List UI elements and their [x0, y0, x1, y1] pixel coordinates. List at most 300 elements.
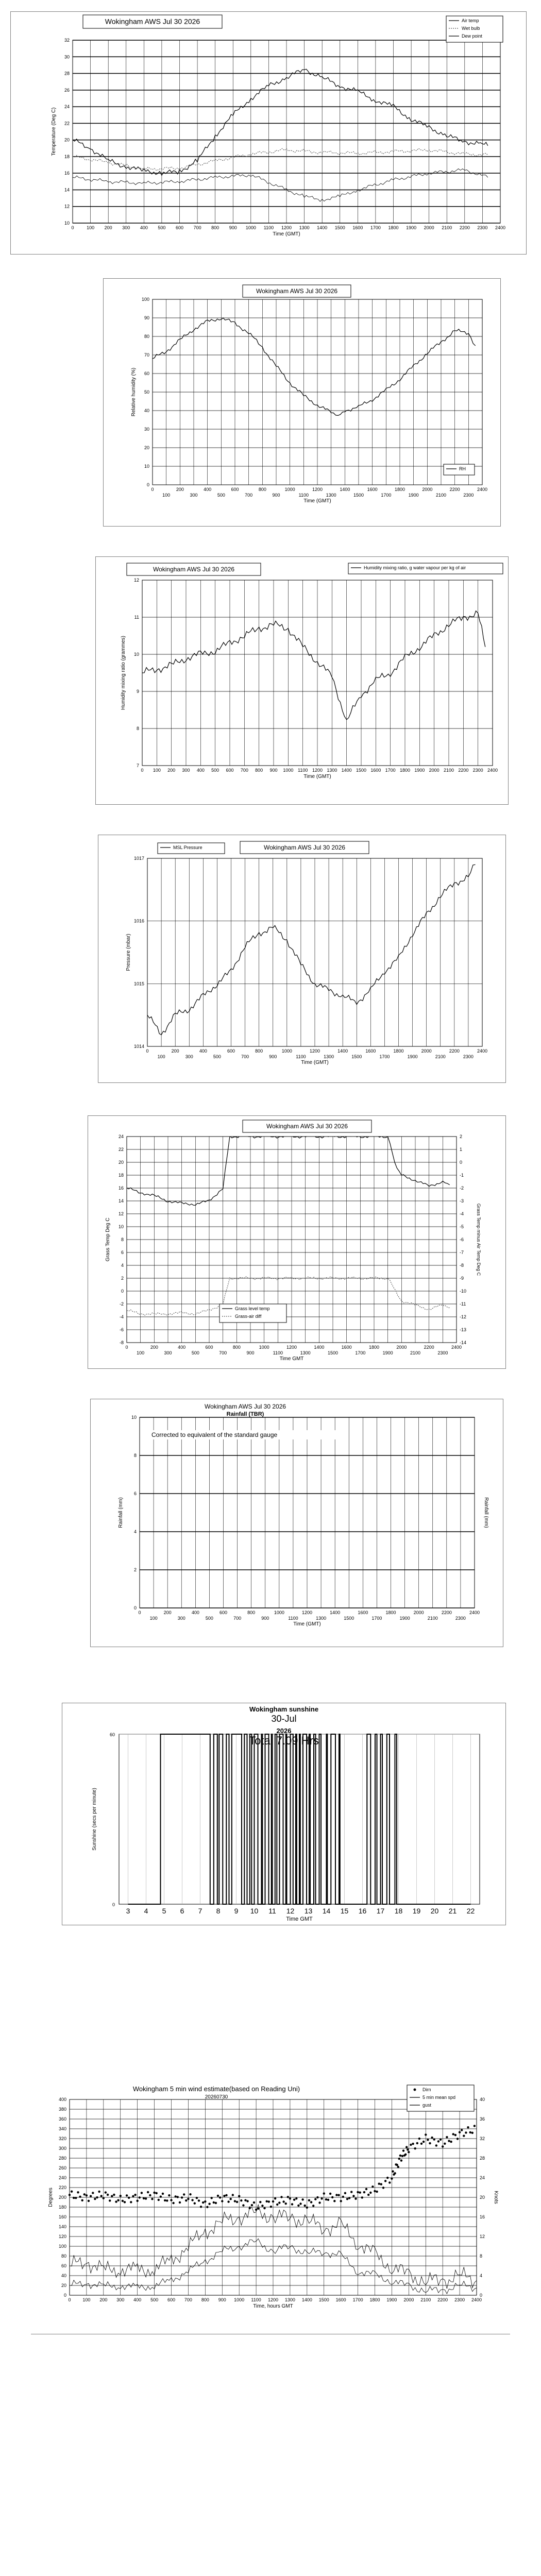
x-tick-label: 500	[191, 1350, 199, 1355]
wind-direction-point	[73, 2197, 75, 2199]
wind-direction-point	[189, 2193, 191, 2195]
y-tick-label: 10	[64, 221, 70, 226]
x-tick-label: 1600	[367, 487, 378, 492]
x-tick-label: 2300	[472, 768, 483, 773]
x-axis-title: Time (GMT)	[293, 1621, 321, 1627]
x-tick-label: 600	[175, 225, 184, 230]
wind-direction-point	[115, 2200, 117, 2202]
x-tick-label: 2400	[469, 1610, 480, 1615]
wind-direction-point	[342, 2196, 344, 2198]
wind-direction-point	[111, 2195, 113, 2197]
y-tick-label: 32	[64, 38, 70, 43]
wind-direction-point	[268, 2200, 270, 2202]
x-tick-label: 800	[255, 1048, 263, 1054]
wind-direction-point	[308, 2199, 310, 2201]
wind-direction-point	[126, 2194, 128, 2196]
x-tick-label: 1500	[318, 2297, 329, 2302]
wind-direction-point	[454, 2134, 457, 2136]
wind-direction-point	[230, 2198, 232, 2200]
x-axis-title: Time (GMT)	[303, 774, 331, 779]
wind-direction-point	[405, 2146, 408, 2148]
wind-direction-point	[96, 2196, 98, 2198]
y-right-tick-label: -10	[460, 1289, 467, 1294]
x-tick-label: 8	[216, 1907, 221, 1915]
x-tick-label: 1200	[301, 1610, 313, 1615]
wind-direction-point	[350, 2191, 352, 2193]
rainfall-chart-panel	[90, 1399, 503, 1647]
y-tick-label: 26	[64, 87, 70, 93]
wind-direction-point	[113, 2194, 115, 2196]
wind-direction-point	[261, 2205, 263, 2207]
x-tick-label: 400	[199, 1048, 207, 1054]
sunshine-chart-panel	[62, 1703, 506, 1925]
x-tick-label: 7	[198, 1907, 202, 1915]
wind-direction-point	[367, 2194, 369, 2196]
wind-direction-point	[422, 2141, 425, 2143]
x-tick-label: 700	[193, 225, 201, 230]
wind-direction-point	[402, 2149, 404, 2151]
legend-label: MSL Pressure	[173, 845, 202, 850]
chart-year: 2026	[276, 1727, 292, 1735]
x-tick-label: 1200	[267, 2297, 279, 2302]
wind-direction-point	[149, 2194, 151, 2196]
x-tick-label: 1400	[301, 2297, 312, 2302]
wind-direction-point	[327, 2199, 329, 2201]
wind-direction-point	[391, 2178, 393, 2180]
x-tick-label: 400	[140, 225, 148, 230]
y-tick-label: 280	[58, 2156, 66, 2161]
y-tick-label: 8	[133, 1453, 137, 1458]
grass-temp-chart	[88, 1116, 505, 1368]
wind-direction-point	[450, 2141, 452, 2143]
y-tick-label: 18	[64, 154, 70, 159]
x-tick-label: 1000	[234, 2297, 245, 2302]
wind-direction-point	[236, 2201, 238, 2203]
y-tick-label: 1015	[133, 981, 144, 987]
wind-direction-point	[295, 2197, 297, 2199]
wind-direction-point	[380, 2183, 382, 2185]
wind-direction-point	[289, 2197, 291, 2199]
x-tick-label: 500	[211, 768, 219, 773]
wind-direction-point	[204, 2200, 206, 2202]
chart-title: Wokingham AWS Jul 30 2026	[153, 566, 235, 573]
wind-direction-point	[272, 2200, 274, 2202]
wind-direction-point	[335, 2194, 337, 2196]
wind-direction-point	[344, 2192, 346, 2194]
y-tick-label: 2	[133, 1567, 137, 1572]
y-right-tick-label: 20	[480, 2195, 485, 2200]
x-tick-label: 1000	[284, 487, 295, 492]
wind-direction-point	[285, 2202, 287, 2205]
x-tick-label: 2200	[458, 768, 469, 773]
y-tick-label: 80	[61, 2253, 66, 2259]
wind-direction-point	[208, 2203, 210, 2205]
wind-direction-point	[223, 2195, 225, 2197]
x-tick-label: 2400	[471, 2297, 482, 2302]
x-tick-label: 500	[213, 1054, 221, 1059]
x-tick-label: 100	[153, 768, 161, 773]
x-tick-label: 1200	[281, 225, 292, 230]
y-right-tick-label: -6	[460, 1237, 464, 1242]
y-tick-label: 6	[121, 1250, 124, 1255]
wind-direction-point	[398, 2158, 400, 2160]
y-axis-title: Grass Temp Deg C	[105, 1217, 111, 1262]
wind-direction-point	[407, 2148, 409, 2150]
x-tick-label: 600	[219, 1610, 228, 1615]
y-tick-label: 0	[63, 2293, 66, 2298]
y-tick-label: 380	[58, 2107, 66, 2112]
y-tick-label: 340	[58, 2126, 66, 2131]
x-tick-label: 100	[82, 2297, 91, 2302]
y-tick-label: 22	[118, 1147, 124, 1152]
wind-direction-point	[461, 2129, 463, 2131]
wind-direction-point	[452, 2133, 454, 2135]
y-tick-label: 40	[61, 2273, 66, 2278]
x-tick-label: 500	[150, 2297, 159, 2302]
x-tick-label: 1800	[394, 487, 405, 492]
x-tick-label: 1500	[356, 768, 367, 773]
y-tick-label: 16	[64, 171, 70, 176]
x-tick-label: 1500	[351, 1054, 362, 1059]
y-tick-label: 240	[58, 2175, 66, 2180]
wind-direction-point	[280, 2196, 282, 2198]
y-right-tick-label: 16	[480, 2214, 485, 2219]
x-tick-label: 10	[250, 1907, 259, 1915]
y-tick-label: 20	[144, 445, 149, 450]
y-right-axis-title: Knots	[493, 2191, 499, 2204]
y-right-tick-label: -12	[460, 1314, 467, 1319]
y-tick-label: 1017	[133, 856, 144, 861]
y-right-tick-label: -1	[460, 1173, 464, 1178]
x-tick-label: 1400	[314, 1345, 325, 1350]
humidity-chart	[104, 279, 500, 526]
wind-direction-point	[371, 2185, 374, 2188]
x-tick-label: 100	[149, 1616, 158, 1621]
x-tick-label: 2300	[437, 1350, 448, 1355]
y-tick-label: 0	[133, 1605, 137, 1611]
wind-direction-point	[244, 2199, 246, 2201]
x-tick-label: 2100	[435, 1054, 446, 1059]
x-tick-label: 1700	[379, 1054, 390, 1059]
y-tick-label: 22	[64, 121, 70, 126]
x-tick-label: 1100	[263, 225, 274, 230]
legend-label: Dew point	[462, 33, 483, 39]
wind-direction-point	[299, 2202, 301, 2205]
legend-label: RH	[459, 466, 466, 471]
y-tick-label: 180	[58, 2205, 66, 2210]
x-tick-label: 2000	[429, 768, 439, 773]
y-tick-label: 120	[58, 2234, 66, 2239]
y-right-tick-label: 0	[480, 2293, 483, 2298]
temperature-chart-panel	[10, 11, 527, 255]
wind-direction-point	[221, 2200, 223, 2202]
y-axis-title: Humidity mixing ratio (grammes)	[121, 636, 126, 710]
x-tick-label: 300	[116, 2297, 125, 2302]
wind-direction-point	[217, 2195, 219, 2197]
wind-direction-point	[412, 2143, 414, 2145]
x-tick-label: 1800	[393, 1048, 404, 1054]
x-tick-label: 600	[227, 1048, 235, 1054]
x-tick-label: 1100	[297, 768, 308, 773]
legend-swatch	[414, 2089, 416, 2091]
wind-direction-point	[175, 2195, 177, 2197]
y-right-tick-label: -2	[460, 1185, 464, 1191]
x-tick-label: 1700	[385, 768, 396, 773]
y-tick-label: 24	[64, 104, 70, 110]
x-tick-label: 2400	[477, 487, 488, 492]
wind-direction-point	[378, 2183, 380, 2185]
y-tick-label: 30	[144, 427, 149, 432]
wind-direction-point	[145, 2197, 147, 2199]
wind-direction-point	[448, 2140, 450, 2142]
y-tick-label: 11	[134, 615, 139, 620]
x-tick-label: 2400	[451, 1345, 462, 1350]
y-axis-title: Temperature (Deg C)	[51, 107, 57, 156]
chart-title: Wokingham sunshine	[249, 1705, 319, 1713]
wind-direction-point	[109, 2199, 111, 2201]
wind-direction-point	[137, 2200, 139, 2202]
wind-direction-point	[122, 2200, 124, 2202]
chart-total: Total 7.09 Hrs	[249, 1734, 319, 1747]
x-tick-label: 100	[137, 1350, 145, 1355]
y-tick-label: 50	[144, 389, 149, 395]
wind-direction-point	[357, 2191, 359, 2193]
x-tick-label: 22	[466, 1907, 475, 1915]
x-tick-label: 700	[233, 1616, 242, 1621]
wind-direction-point	[400, 2159, 402, 2161]
y-tick-label: 0	[146, 482, 149, 487]
x-tick-label: 4	[144, 1907, 148, 1915]
x-tick-label: 2300	[477, 225, 488, 230]
x-tick-label: 2300	[455, 1616, 466, 1621]
wind-direction-point	[246, 2200, 248, 2202]
x-tick-label: 2200	[449, 487, 460, 492]
chart-date: 30-Jul	[271, 1714, 297, 1724]
x-tick-label: 1800	[385, 1610, 396, 1615]
x-tick-label: 1900	[399, 1616, 410, 1621]
wind-direction-point	[463, 2135, 465, 2137]
wind-direction-point	[348, 2197, 350, 2199]
wind-direction-point	[120, 2195, 122, 2197]
y-tick-label: 7	[136, 763, 139, 768]
wind-direction-point	[156, 2192, 158, 2194]
x-tick-label: 0	[146, 1048, 149, 1054]
wind-direction-point	[471, 2132, 474, 2134]
x-tick-label: 1200	[312, 487, 323, 492]
y-right-tick-label: 28	[480, 2156, 485, 2161]
x-tick-label: 2100	[427, 1616, 438, 1621]
y-tick-label: 60	[109, 1732, 115, 1737]
x-tick-label: 1300	[327, 768, 337, 773]
x-axis-title: Time, hours GMT	[253, 2303, 293, 2309]
x-tick-label: 300	[122, 225, 130, 230]
x-tick-label: 800	[201, 2297, 209, 2302]
wind-direction-point	[141, 2192, 143, 2194]
x-tick-label: 1900	[414, 768, 425, 773]
x-tick-label: 300	[185, 1054, 193, 1059]
chart-title: Wokingham AWS Jul 30 2026	[204, 1403, 286, 1410]
x-tick-label: 400	[133, 2297, 142, 2302]
y-tick-label: -6	[119, 1327, 124, 1332]
wind-direction-point	[320, 2197, 323, 2199]
x-tick-label: 200	[167, 768, 176, 773]
y-tick-label: 18	[118, 1173, 124, 1178]
wind-direction-point	[242, 2204, 244, 2206]
x-tick-label: 1900	[406, 225, 417, 230]
y-right-tick-label: 12	[480, 2234, 485, 2239]
x-tick-label: 2400	[495, 225, 506, 230]
wind-direction-point	[88, 2200, 90, 2202]
x-tick-label: 1500	[353, 493, 364, 498]
wind-direction-point	[323, 2192, 325, 2194]
wind-direction-point	[69, 2194, 71, 2196]
legend-label: Grass-air diff	[235, 1314, 262, 1319]
x-tick-label: 900	[261, 1616, 269, 1621]
y-tick-label: -2	[119, 1301, 124, 1307]
x-tick-label: 700	[241, 1054, 249, 1059]
wind-direction-point	[325, 2198, 327, 2200]
y-tick-label: 20	[118, 1160, 124, 1165]
x-tick-label: 1600	[358, 1610, 368, 1615]
wind-direction-point	[392, 2171, 394, 2173]
x-tick-label: 1800	[399, 768, 411, 773]
y-right-tick-label: 36	[480, 2116, 485, 2122]
x-tick-label: 800	[211, 225, 219, 230]
wind-direction-point	[414, 2147, 416, 2149]
wind-direction-point	[259, 2201, 261, 2203]
x-tick-label: 1800	[368, 1345, 380, 1350]
x-tick-label: 0	[71, 225, 74, 230]
y-right-tick-label: -8	[460, 1263, 464, 1268]
chart-title: Wokingham AWS Jul 30 2026	[263, 844, 346, 851]
chart-title: Wokingham AWS Jul 30 2026	[105, 17, 200, 26]
x-tick-label: 9	[234, 1907, 239, 1915]
wind-direction-point	[177, 2196, 179, 2198]
wind-direction-point	[331, 2196, 333, 2198]
x-tick-label: 1300	[300, 1350, 311, 1355]
wind-direction-point	[425, 2133, 427, 2136]
y-tick-label: 100	[58, 2244, 66, 2249]
wind-direction-point	[361, 2196, 363, 2198]
wind-direction-point	[312, 2205, 314, 2207]
y-tick-label: 10	[133, 652, 139, 657]
wind-direction-point	[130, 2201, 132, 2203]
x-tick-label: 1800	[369, 2297, 380, 2302]
wind-direction-point	[143, 2197, 145, 2199]
y-tick-label: 12	[118, 1211, 124, 1216]
y-tick-label: 400	[58, 2097, 66, 2102]
x-tick-label: 0	[138, 1610, 141, 1615]
x-axis-title: Time (GMT)	[303, 498, 331, 504]
x-tick-label: 2000	[421, 1048, 432, 1054]
y-right-tick-label: -7	[460, 1250, 464, 1255]
wind-direction-point	[291, 2203, 293, 2205]
chart-title: Wokingham AWS Jul 30 2026	[256, 287, 338, 295]
wind-direction-point	[418, 2138, 420, 2140]
chart-title: Wokingham 5 min wind estimate(based on Reading Uni)	[132, 2085, 300, 2093]
x-tick-label: 900	[269, 768, 278, 773]
wind-direction-point	[278, 2201, 280, 2204]
wind-direction-point	[416, 2142, 418, 2144]
x-tick-label: 200	[99, 2297, 108, 2302]
wind-direction-point	[158, 2199, 160, 2201]
wind-direction-point	[420, 2143, 422, 2145]
x-tick-label: 2300	[463, 493, 474, 498]
y-tick-label: 14	[118, 1198, 124, 1204]
x-tick-label: 1400	[341, 768, 352, 773]
x-tick-label: 200	[163, 1610, 172, 1615]
wind-direction-point	[71, 2191, 73, 2193]
legend-label: Air temp	[462, 18, 479, 23]
x-tick-label: 900	[218, 2297, 226, 2302]
x-tick-label: 1600	[335, 2297, 346, 2302]
wind-direction-point	[401, 2155, 403, 2157]
x-tick-label: 1100	[251, 2297, 261, 2302]
legend-label: Dirn	[422, 2087, 431, 2092]
x-tick-label: 1600	[341, 1345, 352, 1350]
x-tick-label: 1200	[286, 1345, 297, 1350]
y-tick-label: 160	[58, 2214, 66, 2219]
x-tick-label: 2400	[487, 768, 498, 773]
wind-direction-point	[437, 2140, 439, 2142]
wind-direction-point	[211, 2197, 213, 2199]
mixing-ratio-chart	[96, 557, 508, 804]
x-axis-title: Time GMT	[286, 1916, 313, 1922]
x-tick-label: 1300	[326, 493, 336, 498]
x-tick-label: 600	[167, 2297, 176, 2302]
x-tick-label: 300	[164, 1350, 172, 1355]
y-tick-label: 9	[136, 689, 139, 694]
legend-label: gust	[422, 2103, 432, 2108]
x-tick-label: 300	[177, 1616, 185, 1621]
pressure-chart	[98, 835, 505, 1082]
wind-direction-point	[98, 2191, 100, 2193]
x-tick-label: 700	[219, 1350, 227, 1355]
x-tick-label: 400	[204, 487, 212, 492]
x-tick-label: 12	[286, 1907, 295, 1915]
legend-label: Grass level temp	[235, 1306, 270, 1311]
x-tick-label: 300	[182, 768, 190, 773]
chart-title: Wokingham AWS Jul 30 2026	[266, 1123, 348, 1130]
wind-direction-point	[194, 2202, 196, 2205]
x-tick-label: 900	[269, 1054, 277, 1059]
x-tick-label: 0	[68, 2297, 71, 2302]
wind-direction-point	[293, 2198, 295, 2200]
wind-direction-point	[81, 2199, 83, 2201]
x-tick-label: 1000	[281, 1048, 292, 1054]
y-tick-label: 10	[118, 1224, 124, 1229]
x-tick-label: 19	[412, 1907, 421, 1915]
y-axis-title: Sunshine (secs per minute)	[92, 1788, 97, 1851]
x-tick-label: 800	[258, 487, 266, 492]
x-tick-label: 900	[272, 493, 280, 498]
wind-direction-point	[251, 2204, 253, 2206]
x-tick-label: 0	[125, 1345, 128, 1350]
wind-chart	[41, 2084, 510, 2326]
wind-direction-point	[128, 2197, 130, 2199]
wind-direction-point	[427, 2139, 429, 2141]
y-right-tick-label: -4	[460, 1211, 464, 1216]
wind-direction-point	[274, 2197, 276, 2199]
x-tick-label: 2100	[443, 768, 454, 773]
x-tick-label: 1000	[245, 225, 256, 230]
wind-direction-point	[79, 2196, 81, 2198]
x-tick-label: 1900	[386, 2297, 397, 2302]
wind-direction-point	[200, 2206, 202, 2208]
x-tick-label: 2200	[441, 1610, 452, 1615]
x-tick-label: 0	[141, 768, 144, 773]
y-right-tick-label: -13	[460, 1327, 467, 1332]
